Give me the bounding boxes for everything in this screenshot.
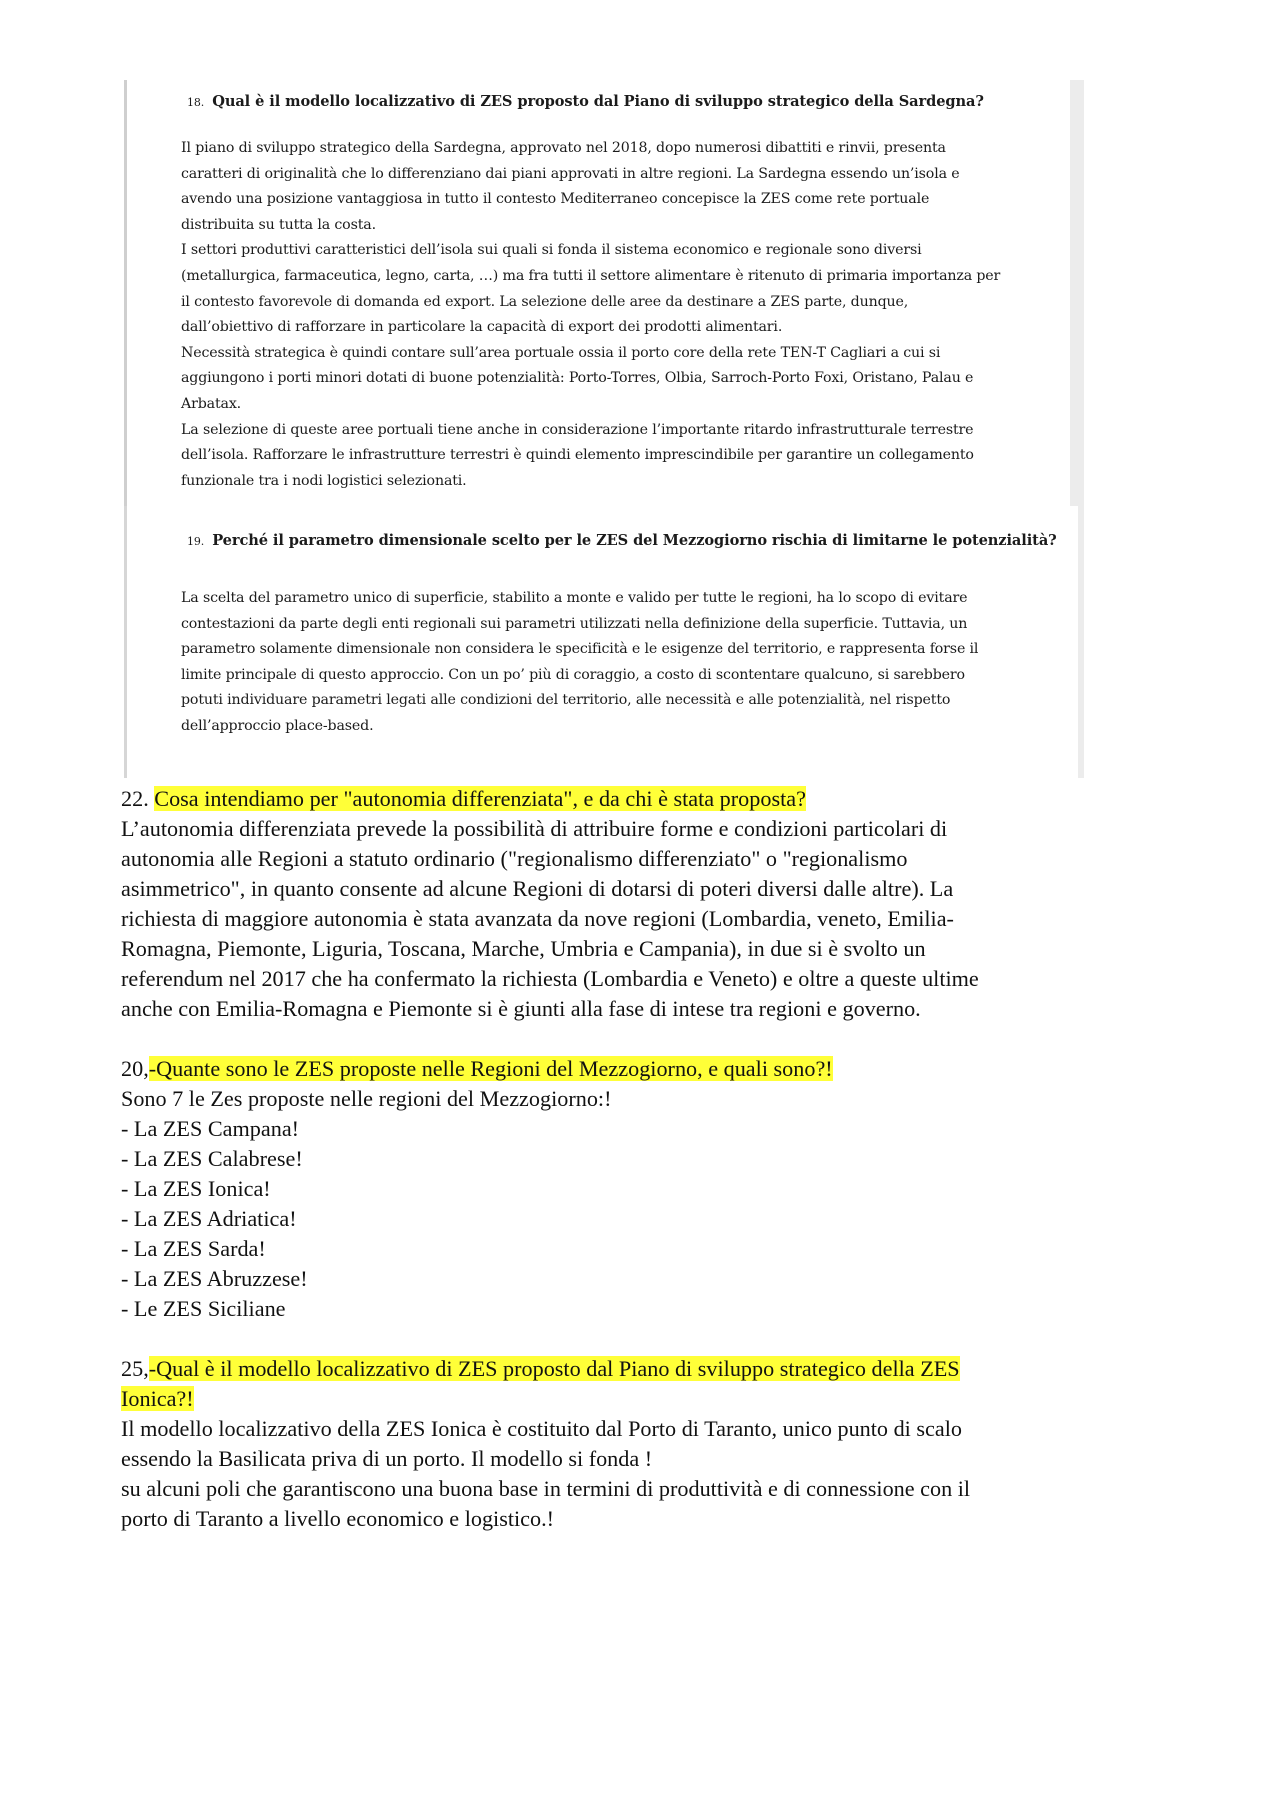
answer-line: contestazioni da parte degli enti regionali sui parametri utilizzati nella definizione della superficie. Tuttavia, un: [181, 615, 968, 632]
question-number: 22.: [121, 786, 155, 811]
answer-line: I settori produttivi caratteristici dell’isola sui quali si fonda il sistema economico e regionale sono diversi: [181, 242, 922, 259]
answer-line: Il piano di sviluppo strategico della Sardegna, approvato nel 2018, dopo numerosi dibattiti e rinvii, presenta: [181, 140, 946, 156]
question-number: 25,: [121, 1356, 149, 1381]
answer-line: La scelta del parametro unico di superficie, stabilito a monte e valido per tutte le regioni, ha lo scopo di evitare: [181, 590, 968, 606]
answer-line: parametro solamente dimensionale non considera le specificità e le esigenze del territorio, e rappresenta forse il: [181, 641, 979, 658]
question-22-heading: [121, 784, 1131, 814]
list-item: - La ZES Calabrese!: [121, 1146, 303, 1171]
answer-line: La selezione di queste aree portuali tiene anche in considerazione l’importante ritardo infrastrutturale terrestre: [181, 421, 974, 438]
answer-line: limite principale di questo approccio. Con un po’ più di coraggio, a costo di scontentare qualcuno, si sarebbero: [181, 666, 965, 683]
question-number: 19.: [187, 535, 205, 548]
list-item: - La ZES Sarda!: [121, 1236, 266, 1261]
answer-line: dall’obiettivo di rafforzare in particolare la capacità di export dei prodotti alimentari.: [181, 319, 783, 336]
answer-line: Arbatax.: [181, 395, 242, 412]
answer-line: L’autonomia differenziata prevede la possibilità di attribuire forme e condizioni particolari di: [121, 816, 948, 841]
answer-line: porto di Taranto a livello economico e logistico.!: [121, 1506, 555, 1531]
answer-line: referendum nel 2017 che ha confermato la richiesta (Lombardia e Veneto) e oltre a queste ultime: [121, 966, 979, 991]
question-text: Perché il parametro dimensionale scelto per le ZES del Mezzogiorno rischia di limitarne le potenzialità?: [212, 532, 1057, 549]
question-20-highlight: -Quante sono le ZES proposte nelle Regioni del Mezzogiorno, e quali sono?!: [148, 1056, 833, 1081]
question-25-highlight: -Qual è il modello localizzativo di ZES proposto dal Piano di sviluppo strategico della ZES: [148, 1356, 960, 1381]
scanned-excerpt-18: [124, 80, 1084, 522]
question-number: 18.: [187, 96, 205, 109]
list-item: - La ZES Abruzzese!: [121, 1266, 308, 1291]
paragraph-spacer: [121, 1024, 1131, 1054]
answer-line: Sono 7 le Zes proposte nelle regioni del Mezzogiorno:!: [121, 1086, 612, 1111]
list-item: - La ZES Adriatica!: [121, 1206, 297, 1231]
answer-line: Il modello localizzativo della ZES Ionica è costituito dal Porto di Taranto, unico punto di scalo: [121, 1416, 962, 1441]
scanned-excerpt-19: [124, 506, 1084, 778]
answer-line: potuti individuare parametri legati alle condizioni del territorio, alle necessità e alle potenzialità, nel rispetto: [181, 692, 951, 709]
answer-18-body: [181, 136, 1056, 494]
answer-line: funzionale tra i nodi logistici selezionati.: [181, 472, 467, 489]
question-22-highlight: Cosa intendiamo per "autonomia differenziata", e da chi è stata proposta?: [154, 786, 806, 811]
question-25-highlight: Ionica?!: [121, 1386, 194, 1411]
answer-line: autonomia alle Regioni a statuto ordinario ("regionalismo differenziato" o "regionalismo: [121, 846, 908, 871]
question-number: 20,: [121, 1056, 149, 1081]
question-25-heading: [121, 1354, 1131, 1384]
answer-line: asimmetrico", in quanto consente ad alcune Regioni di dotarsi di poteri diversi dalle altre). La: [121, 876, 954, 901]
answer-line: il contesto favorevole di domanda ed export. La selezione delle aree da destinare a ZES parte, dunque,: [181, 293, 909, 310]
question-18-heading: [187, 93, 1060, 110]
answer-line: (metallurgica, farmaceutica, legno, carta, …) ma fra tutti il settore alimentare è ritenuto di primaria importanza per: [181, 267, 1001, 284]
paragraph-spacer: [121, 1324, 1131, 1354]
answer-line: distribuita su tutta la costa.: [181, 216, 376, 233]
question-20-heading: [121, 1054, 1131, 1084]
answer-19-body: [181, 586, 1064, 740]
answer-line: richiesta di maggiore autonomia è stata avanzata da nove regioni (Lombardia, veneto, Emilia-: [121, 906, 954, 931]
list-item: - Le ZES Siciliane: [121, 1296, 286, 1321]
answer-line: Romagna, Piemonte, Liguria, Toscana, Marche, Umbria e Campania), in due si è svolto un: [121, 936, 926, 961]
list-item: - La ZES Ionica!: [121, 1176, 271, 1201]
question-19-heading: [187, 532, 1068, 549]
answer-line: dell’approccio place-based.: [181, 717, 374, 734]
answer-line: avendo una posizione vantaggiosa in tutto il contesto Mediterraneo concepisce la ZES come rete portuale: [181, 191, 930, 208]
answer-line: dell’isola. Rafforzare le infrastrutture terrestri è quindi elemento imprescindibile per garantire un collegamento: [181, 447, 974, 464]
answer-line: aggiungono i porti minori dotati di buone potenzialità: Porto-Torres, Olbia, Sarroch-Porto Foxi, Oristano, Palau e: [181, 370, 974, 387]
answer-line: anche con Emilia-Romagna e Piemonte si è giunti alla fase di intese tra regioni e governo.: [121, 996, 921, 1021]
answer-line: essendo la Basilicata priva di un porto. Il modello si fonda !: [121, 1446, 653, 1471]
answer-line: caratteri di originalità che lo differenziano dai piani approvati in altre regioni. La Sardegna essendo un’isola e: [181, 165, 960, 182]
answer-line: su alcuni poli che garantiscono una buona base in termini di produttività e di connessione con il: [121, 1476, 971, 1501]
question-text: Qual è il modello localizzativo di ZES proposto dal Piano di sviluppo strategico della Sardegna?: [212, 93, 984, 110]
question-25-heading-cont: [121, 1384, 1131, 1414]
list-item: - La ZES Campana!: [121, 1116, 300, 1141]
answer-line: Necessità strategica è quindi contare sull’area portuale ossia il porto core della rete TEN-T Cagliari a cui si: [181, 344, 941, 361]
document-body: [121, 784, 1131, 1534]
